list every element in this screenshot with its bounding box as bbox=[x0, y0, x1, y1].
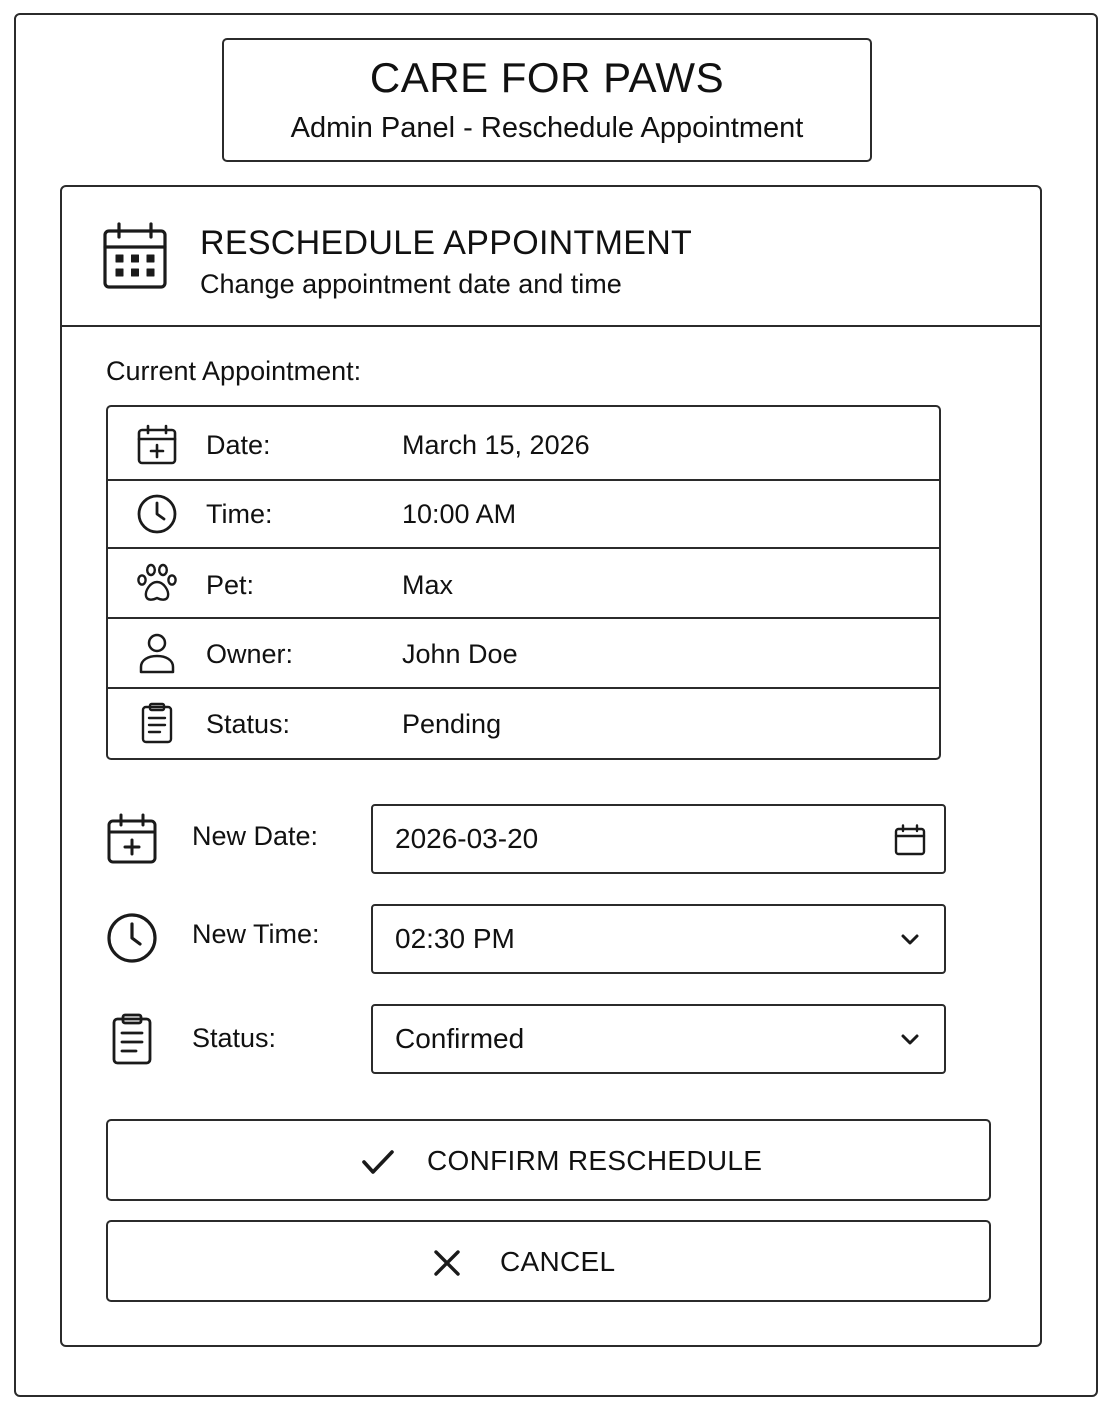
checkmark-icon bbox=[361, 1145, 395, 1179]
info-row-status bbox=[108, 687, 939, 758]
clipboard-icon bbox=[136, 702, 178, 744]
info-row-time bbox=[108, 479, 939, 547]
info-row-pet bbox=[108, 547, 939, 617]
form-row-new-time bbox=[106, 904, 946, 974]
chevron-down-icon[interactable] bbox=[894, 924, 926, 956]
info-row-date bbox=[108, 407, 939, 479]
user-icon bbox=[136, 632, 178, 674]
clipboard-icon bbox=[106, 1013, 158, 1065]
info-value-status: Pending bbox=[402, 709, 502, 739]
info-label-time: Time: bbox=[206, 499, 273, 529]
current-appointment-heading: Current Appointment: bbox=[106, 356, 362, 386]
info-label-pet: Pet: bbox=[206, 570, 255, 600]
status-select[interactable] bbox=[371, 1004, 946, 1074]
cancel-label: CANCEL bbox=[500, 1246, 616, 1277]
form-row-status bbox=[106, 1004, 946, 1074]
calendar-plus-icon bbox=[106, 813, 158, 865]
confirm-reschedule-button[interactable] bbox=[106, 1119, 991, 1201]
info-row-owner bbox=[108, 617, 939, 687]
calendar-icon[interactable] bbox=[894, 824, 926, 856]
chevron-down-icon[interactable] bbox=[894, 1024, 926, 1056]
info-value-time: 10:00 AM bbox=[402, 499, 517, 529]
info-value-owner: John Doe bbox=[402, 639, 518, 669]
form-row-new-date bbox=[106, 804, 946, 874]
clock-icon bbox=[136, 493, 178, 535]
clock-icon bbox=[106, 912, 158, 964]
paw-icon bbox=[136, 562, 178, 604]
new-time-value: 02:30 PM bbox=[395, 923, 515, 954]
card-header bbox=[62, 187, 1040, 327]
calendar-plus-icon bbox=[136, 424, 178, 466]
calendar-icon bbox=[102, 221, 168, 291]
card-title: RESCHEDULE APPOINTMENT bbox=[200, 224, 693, 262]
app-subtitle: Admin Panel - Reschedule Appointment bbox=[290, 112, 804, 144]
app-header bbox=[222, 38, 872, 162]
new-time-label: New Time: bbox=[192, 919, 320, 949]
close-icon bbox=[430, 1246, 464, 1280]
info-value-date: March 15, 2026 bbox=[402, 430, 590, 460]
app-title: CARE FOR PAWS bbox=[369, 54, 725, 101]
info-value-pet: Max bbox=[402, 570, 454, 600]
info-label-date: Date: bbox=[206, 430, 271, 460]
current-appointment-table bbox=[106, 405, 941, 760]
info-label-status: Status: bbox=[206, 709, 291, 739]
info-label-owner: Owner: bbox=[206, 639, 294, 669]
new-date-value: 2026-03-20 bbox=[395, 823, 539, 854]
new-time-select[interactable] bbox=[371, 904, 946, 974]
new-date-label: New Date: bbox=[192, 821, 319, 851]
card-subtitle: Change appointment date and time bbox=[200, 269, 622, 299]
status-value: Confirmed bbox=[395, 1023, 525, 1054]
cancel-button[interactable] bbox=[106, 1220, 991, 1302]
status-label: Status: bbox=[192, 1023, 277, 1053]
new-date-input[interactable] bbox=[371, 804, 946, 874]
confirm-reschedule-label: CONFIRM RESCHEDULE bbox=[427, 1145, 763, 1176]
